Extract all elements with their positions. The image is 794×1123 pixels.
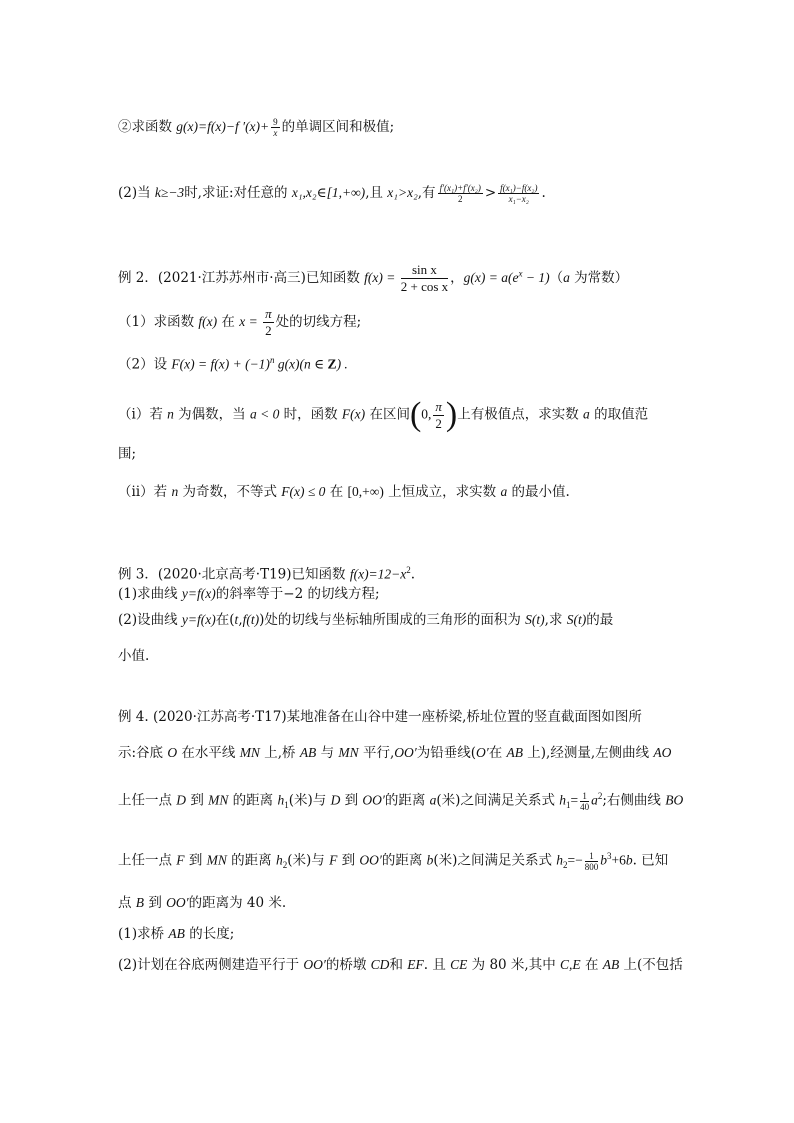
- formula: b: [426, 852, 434, 868]
- formula: MN: [206, 852, 227, 868]
- text: 示:谷底: [118, 745, 168, 761]
- formula: t: [234, 612, 239, 627]
- text: 在: [217, 314, 240, 330]
- text: 的距离为 40 米.: [188, 895, 287, 911]
- formula: 0,: [421, 406, 432, 422]
- formula: h: [275, 852, 283, 868]
- text: 平行,: [358, 745, 395, 761]
- formula: x₁>x₂: [387, 185, 418, 200]
- text: (2)计划在谷底两侧建造平行于: [118, 957, 304, 973]
- formula: =−: [567, 852, 583, 868]
- formula: h: [277, 792, 285, 808]
- formula: x₁,x₂∈[1,+∞): [291, 185, 366, 200]
- text: 到: [337, 852, 360, 869]
- text-line: [118, 350, 684, 375]
- text: 为奇数，不等式: [178, 484, 282, 500]
- text-line: [118, 398, 684, 432]
- formula: 2: [282, 860, 288, 871]
- formula: F(x) ≤ 0: [281, 484, 326, 499]
- text: )处的切线与坐标轴所围成的三角形的面积为: [259, 612, 526, 628]
- text: 的最: [586, 612, 614, 628]
- formula: C,E: [560, 957, 581, 972]
- text: 例 4. (2020·江苏高考·T17)某地准备在山谷中建一座桥梁,桥址位置的竖直截面图如图所: [118, 709, 642, 725]
- text: 小值.: [118, 648, 150, 664]
- formula: F(x): [341, 406, 366, 422]
- text-line: [118, 955, 684, 975]
- text: 为 80 米,其中: [467, 957, 561, 973]
- formula: EF: [407, 957, 424, 972]
- text-line: [118, 306, 684, 339]
- text: 上有极值点，求实数: [457, 406, 584, 423]
- text: . 已知: [632, 852, 669, 869]
- text-line: [118, 560, 684, 585]
- text-line: [118, 924, 684, 944]
- formula: f(x) =: [364, 270, 399, 285]
- text: 例 2．(2021·江苏苏州市·高三)已知函数: [118, 270, 365, 286]
- formula: D: [176, 792, 187, 808]
- formula: MN: [239, 745, 260, 760]
- text: 上任一点: [118, 792, 177, 809]
- text: 的距离: [381, 852, 427, 869]
- formula: n: [167, 406, 174, 422]
- text: 上任一点: [118, 852, 177, 869]
- formula: f(t): [242, 612, 260, 627]
- text: 时,求证:对任意的: [184, 185, 292, 201]
- text-line: [118, 117, 684, 138]
- formula: OO′: [303, 957, 326, 972]
- formula: MN: [338, 745, 359, 760]
- text: 时，函数: [279, 406, 342, 423]
- formula: − 1): [522, 270, 550, 285]
- text: （2）设: [118, 356, 172, 373]
- formula: OO′: [166, 895, 189, 910]
- formula: ) .: [336, 356, 348, 372]
- text: 为偶数，当: [173, 406, 250, 423]
- formula: x =: [239, 314, 262, 329]
- fraction: $\frac{\text{f(x₁)−f(x₂)}}{\text{x₁−x₂}}$: [500, 183, 538, 204]
- text: (1)求桥: [118, 926, 169, 942]
- text: 的长度;: [184, 926, 235, 942]
- text: 处的切线方程;: [275, 314, 362, 330]
- text: (米)之间满足关系式: [433, 852, 557, 869]
- formula: F: [329, 852, 338, 868]
- text: >: [484, 185, 497, 201]
- text-line: [118, 743, 684, 763]
- text: 点: [118, 895, 136, 911]
- text: ,: [238, 612, 243, 628]
- text: (米)与: [287, 852, 330, 869]
- text-line: [118, 584, 684, 604]
- formula: g(x) = a(e: [463, 270, 519, 285]
- formula: b: [600, 852, 607, 868]
- fraction: $\frac{9}{x}$: [273, 117, 278, 138]
- text: 为铅垂线(: [416, 745, 476, 761]
- text: (米)与: [288, 792, 331, 809]
- formula: y=f(x): [181, 612, 216, 627]
- formula: a: [563, 270, 570, 285]
- fraction: $\frac{\text{sin x}}{\text{2 + cos x}}$: [400, 262, 449, 294]
- fraction: $\frac{\text{f′(x₁)+f′(x₂)}}{2}$: [439, 183, 481, 204]
- formula: [0,+∞): [347, 484, 384, 499]
- formula: F: [176, 852, 185, 868]
- text: 的距离: [384, 792, 430, 809]
- text: . 且: [423, 957, 451, 973]
- formula: OO′: [362, 792, 385, 808]
- formula: 2: [406, 565, 411, 575]
- text: 的距离: [228, 792, 278, 809]
- formula: x: [518, 268, 523, 279]
- formula: OO′: [359, 852, 382, 868]
- text-line: [118, 846, 684, 875]
- text: 到: [144, 895, 167, 911]
- text: (1)求曲线: [118, 586, 182, 602]
- formula: y=f(x): [181, 586, 216, 601]
- text: 到: [340, 792, 363, 809]
- text-line: [118, 482, 684, 502]
- formula: MN: [208, 792, 229, 808]
- formula: AO: [653, 745, 672, 760]
- formula: CE: [450, 957, 468, 972]
- formula: AB: [506, 745, 523, 760]
- text: (2)当: [118, 185, 155, 201]
- formula: ): [445, 396, 458, 433]
- formula: g(x)=f(x)−f ′(x)+: [176, 119, 270, 134]
- formula: CD: [370, 957, 390, 972]
- formula: O′: [475, 745, 489, 760]
- text: (米)之间满足关系式: [436, 792, 560, 809]
- text: 上,桥: [259, 745, 300, 761]
- text: ②求函数: [118, 119, 177, 135]
- formula: 1: [284, 800, 289, 811]
- formula: OO′: [394, 745, 417, 760]
- formula: 2: [597, 791, 603, 801]
- formula: n: [171, 484, 179, 499]
- text-line: [118, 786, 684, 815]
- text: 到: [186, 792, 209, 809]
- formula: S(t): [525, 612, 545, 627]
- formula: BO: [665, 792, 684, 808]
- formula: (: [409, 396, 422, 433]
- text-line: [118, 707, 684, 727]
- text-line: [118, 893, 684, 913]
- text: 为常数）: [569, 270, 629, 286]
- formula: Z: [327, 356, 337, 372]
- fraction: $\frac{\pi}{2}$: [435, 398, 442, 431]
- fraction: $\frac{1}{40}$: [580, 790, 590, 812]
- formula: f(x)=12−x: [349, 566, 407, 582]
- formula: a: [591, 792, 598, 808]
- text: 围;: [118, 446, 137, 462]
- text-line: [118, 610, 684, 630]
- text: .: [410, 566, 416, 583]
- formula: h: [556, 852, 563, 868]
- formula: b: [625, 852, 633, 868]
- text: 的最小值.: [507, 484, 570, 500]
- formula: AB: [602, 957, 620, 972]
- text: 在水平线: [177, 745, 240, 761]
- text: 的取值范: [589, 406, 649, 423]
- formula: g(x)(n ∈: [274, 356, 328, 372]
- formula: S(t): [566, 612, 587, 627]
- formula: a < 0: [249, 406, 280, 422]
- formula: n: [269, 355, 275, 365]
- formula: k≥−3: [154, 185, 185, 200]
- formula: +6: [611, 852, 626, 868]
- fraction: $\frac{\pi}{2}$: [265, 306, 272, 338]
- text: ,有: [417, 185, 436, 201]
- text: （ⅰ）若: [118, 406, 168, 423]
- text: 的单调区间和极值;: [281, 119, 395, 135]
- formula: O: [167, 745, 178, 760]
- formula: 1: [565, 800, 571, 811]
- formula: 3: [606, 851, 612, 861]
- text: ,且: [365, 185, 388, 201]
- text: 上),经测量,左侧曲线: [522, 745, 654, 761]
- text: 的斜率等于−2 的切线方程;: [215, 586, 380, 602]
- text: 上恒成立，求实数: [383, 484, 501, 500]
- formula: a: [500, 484, 508, 499]
- text: 和: [389, 957, 408, 973]
- text: 在: [580, 957, 603, 973]
- formula: =: [570, 792, 579, 808]
- text: ;右侧曲线: [602, 792, 666, 809]
- text-line: [118, 444, 684, 464]
- formula: f(x): [198, 314, 218, 329]
- formula: F(x) = f(x) + (−1): [171, 356, 270, 372]
- text: 与: [316, 745, 339, 761]
- text-line: [118, 646, 684, 666]
- fraction: $\frac{1}{800}$: [584, 850, 599, 872]
- text-line: [118, 262, 684, 295]
- text: (2)设曲线: [118, 612, 182, 628]
- text: 在: [488, 745, 507, 761]
- formula: 2: [562, 860, 568, 871]
- text: 上(不包括: [619, 957, 683, 973]
- text: （: [549, 270, 564, 286]
- text: 在: [325, 484, 348, 500]
- text: ，: [450, 270, 464, 286]
- formula: B: [135, 895, 145, 910]
- text: 的距离: [226, 852, 276, 869]
- formula: a: [583, 406, 590, 422]
- formula: AB: [168, 926, 185, 941]
- text: 的桥墩: [325, 957, 371, 973]
- text: 例 3．(2020·北京高考·T19)已知函数: [118, 566, 350, 583]
- text: （ⅱ）若: [118, 484, 172, 500]
- text: 到: [184, 852, 207, 869]
- text: 在区间: [365, 406, 410, 423]
- formula: D: [330, 792, 341, 808]
- formula: a: [429, 792, 437, 808]
- text-line: [118, 183, 684, 204]
- text: （1）求函数: [118, 314, 199, 330]
- text: 在(: [215, 612, 235, 628]
- text: ,求: [544, 612, 567, 628]
- text: .: [541, 185, 546, 201]
- formula: AB: [299, 745, 317, 760]
- formula: h: [559, 792, 566, 808]
